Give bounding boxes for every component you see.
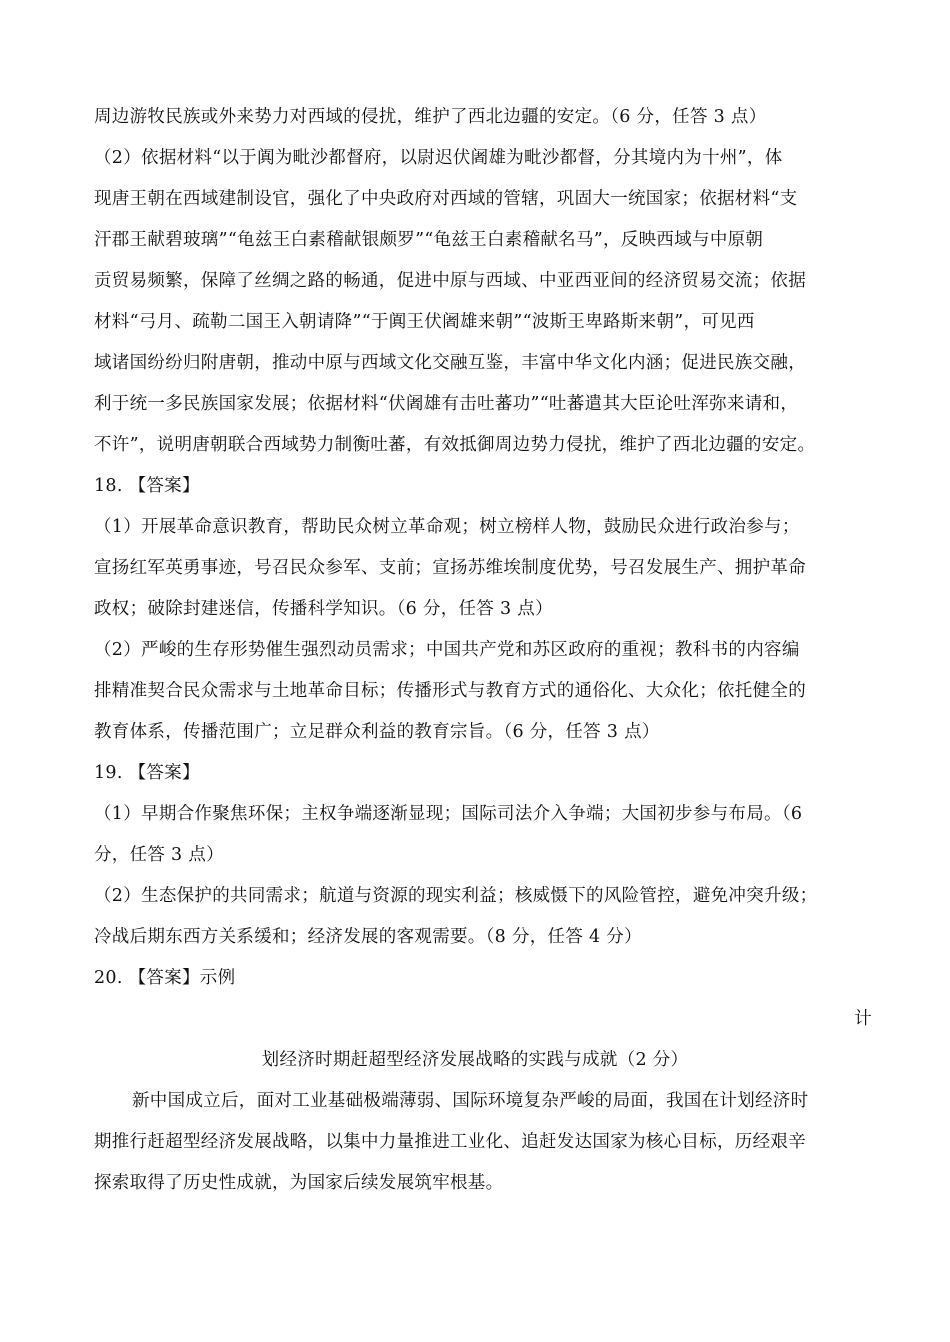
q17-line-1: 周边游牧民族或外来势力对西域的侵扰，维护了西北边疆的安定。（6 分，任答 3 点） bbox=[94, 107, 767, 127]
q19-heading: 19. 【答案】 bbox=[94, 763, 200, 783]
q18-heading: 18. 【答案】 bbox=[94, 476, 200, 496]
q20-title: 划经济时期赶超型经济发展战略的实践与成就（2 分） bbox=[261, 1050, 689, 1070]
q17-line-9: 不许”，说明唐朝联合西域势力制衡吐蕃，有效抵御周边势力侵扰，维护了西北边疆的安定。 bbox=[94, 435, 816, 455]
q17-line-5: 贡贸易频繁，保障了丝绸之路的畅通，促进中原与西域、中亚西亚间的经济贸易交流；依据 bbox=[94, 271, 806, 291]
q18-line-3: 政权；破除封建迷信，传播科学知识。（6 分，任答 3 点） bbox=[94, 599, 553, 619]
q19-line-3: （2）生态保护的共同需求；航道与资源的现实利益；核威慑下的风险管控，避免冲突升级； bbox=[94, 886, 818, 906]
q17-line-3: 现唐王朝在西域建制设官，强化了中央政府对西域的管辖，巩固大一统国家；依据材料“支 bbox=[94, 189, 798, 209]
q18-line-4: （2）严峻的生存形势催生强烈动员需求；中国共产党和苏区政府的重视；教科书的内容编 bbox=[94, 640, 800, 660]
q17-line-6: 材料“弓月、疏勒二国王入朝请降”“于阗王伏阇雄来朝”“波斯王卑路斯来朝”，可见西 bbox=[94, 312, 755, 332]
q18-line-1: （1）开展革命意识教育，帮助民众树立革命观；树立榜样人物，鼓励民众进行政治参与； bbox=[94, 517, 800, 537]
q20-title-wrap: 计 bbox=[854, 1009, 872, 1029]
q18-line-5: 排精准契合民众需求与土地革命目标；传播形式与教育方式的通俗化、大众化；依托健全的 bbox=[94, 681, 806, 701]
q19-line-2: 分，任答 3 点） bbox=[94, 845, 224, 865]
q19-line-1: （1）早期合作聚焦环保；主权争端逐渐显现；国际司法介入争端；大国初步参与布局。（6 bbox=[94, 804, 803, 824]
q20-paragraph-line-2: 期推行赶超型经济发展战略，以集中力量推进工业化、追赶发达国家为核心目标，历经艰辛 bbox=[94, 1132, 806, 1152]
q20-paragraph-line-1: 新中国成立后，面对工业基础极端薄弱、国际环境复杂严峻的局面，我国在计划经济时 bbox=[132, 1091, 809, 1111]
q17-line-4: 汗郡王献碧玻璃”“龟兹王白素稽献银颇罗”“龟兹王白素稽献名马”，反映西域与中原朝 bbox=[94, 230, 764, 250]
q17-line-7: 域诸国纷纷归附唐朝，推动中原与西域文化交融互鉴，丰富中华文化内涵；促进民族交融， bbox=[94, 353, 806, 373]
q20-paragraph-line-3: 探索取得了历史性成就，为国家后续发展筑牢根基。 bbox=[94, 1173, 504, 1193]
q18-line-2: 宣扬红军英勇事迹，号召民众参军、支前；宣扬苏维埃制度优势，号召发展生产、拥护革命 bbox=[94, 558, 806, 578]
q19-line-4: 冷战后期东西方关系缓和；经济发展的客观需要。（8 分，任答 4 分） bbox=[94, 927, 642, 947]
q20-heading: 20. 【答案】示例 bbox=[94, 968, 236, 988]
q17-line-8: 利于统一多民族国家发展；依据材料“伏阇雄有击吐蕃功”“吐蕃遣其大臣论吐浑弥来请和， bbox=[94, 394, 799, 414]
q17-line-2: （2）依据材料“以于阗为毗沙都督府，以尉迟伏阇雄为毗沙都督，分其境内为十州”，体 bbox=[94, 148, 783, 168]
q18-line-6: 教育体系，传播范围广；立足群众利益的教育宗旨。（6 分，任答 3 点） bbox=[94, 722, 660, 742]
